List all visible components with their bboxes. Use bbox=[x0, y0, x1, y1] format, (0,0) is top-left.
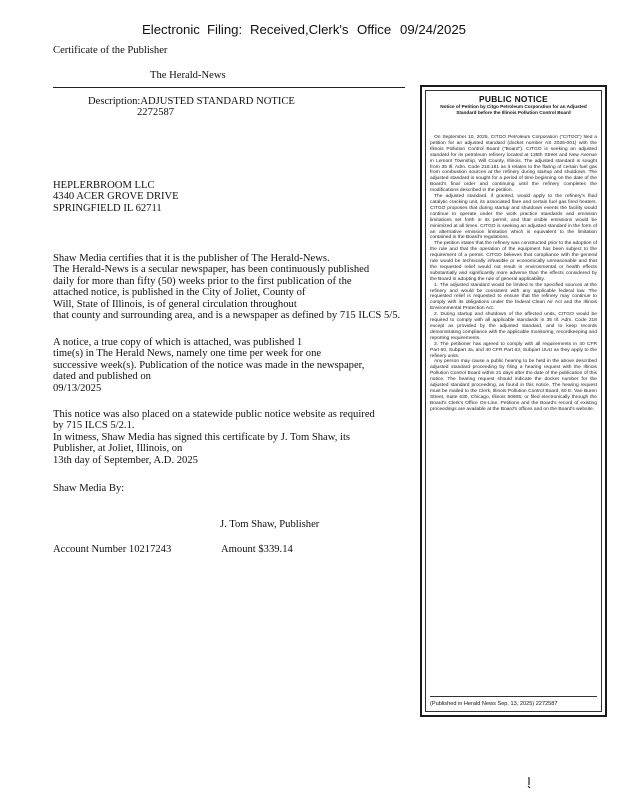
stamp-filing: Filing: bbox=[207, 22, 243, 37]
para3-line: Publisher, at Joliet, Illinois, on bbox=[53, 443, 183, 455]
description-value: ADJUSTED STANDARD NOTICE bbox=[140, 96, 295, 107]
para2-line: dated and published on bbox=[53, 371, 151, 383]
stamp-office: Office bbox=[357, 22, 392, 37]
account-number: Account Number 10217243 bbox=[53, 544, 172, 555]
publication-paragraph bbox=[53, 337, 364, 394]
notice-subtitle: Notice of Petition by Citgo Petroleum Corporation for an Adjusted Standard before the Illinois Pollution Control Board bbox=[440, 104, 587, 115]
notice-inner-border bbox=[425, 90, 602, 712]
scan-artifact bbox=[527, 777, 531, 789]
para2-line: time(s) in The Herald News, namely one time per week for one bbox=[53, 348, 322, 360]
certificate-heading: Certificate of the Publisher bbox=[53, 45, 168, 56]
notice-footer: (Published in Herald News Sep. 13, 2025) 2272587 bbox=[430, 701, 558, 707]
signed-by: Shaw Media By: bbox=[53, 483, 125, 494]
para1-line: Will, State of Illinois, is of general circulation throughout bbox=[53, 298, 297, 310]
para1-line: Shaw Media certifies that it is the publisher of The Herald-News. bbox=[53, 253, 330, 264]
para3-line: by 715 ILCS 5/2.1. bbox=[53, 420, 135, 432]
notice-paragraph: 2. During startup and shutdown of the affected units, CITGO would be required to comply with all applicable standards in 35 Ill. Adm. Code 218 except as provided by the adjusted standard, and to keep records demonstrating compliance with the applicable monitoring, recordkeeping and reporting requirements. bbox=[430, 312, 597, 341]
address-block bbox=[53, 180, 179, 214]
para3-line: This notice was also placed on a statewide public notice website as required bbox=[53, 409, 375, 420]
stamp-received: Received,Clerk's bbox=[250, 22, 349, 37]
para3-line: 13th day of September, A.D. 2025 bbox=[53, 454, 198, 466]
para3-line: In witness, Shaw Media has signed this certificate by J. Tom Shaw, its bbox=[53, 431, 351, 443]
signature-line: J. Tom Shaw, Publisher bbox=[220, 519, 320, 530]
stamp-electronic: Electronic bbox=[142, 22, 200, 37]
description-line bbox=[88, 96, 295, 107]
notice-paragraph: On September 10, 2025, CITGO Petroleum Corporation ("CITGO") filed a petition for an adjusted standard (docket number AS 2026-001) with the Illinois Pollution Control Board ("Board"). CITGO is seeking an adjusted standard for its petroleum refinery located at 135th Street and New Avenue in Lemont Township, Will County, Illinois. The adjusted standard is sought from 35 Ill. Adm. Code 218.181 as it relates to the flaring of certain fuel gas from combustion sources at the refinery during startup and shutdown. The adjusted standard is sought for a period of time beginning on the date of the Board's final order and continuing until the refinery completes the modifications described in the petition. bbox=[430, 135, 597, 194]
notice-paragraph: Any person may cause a public hearing to be held in the above described adjusted standard proceeding by filing a hearing request with the Illinois Pollution Control Board within 21 days after the date of the publication of this notice. The hearing request should indicate the docket number for the adjusted standard proceeding, as found in this notice. The hearing request must be mailed to the Clerk, Illinois Pollution Control Board, 60 E. Van Buren Street, Suite 630, Chicago, Illinois 60605, or filed electronically through the Board's Clerk's Office On-Line. Petitions and the Board's record of existing proceedings are available at the Board's offices and on the Board's website. bbox=[430, 359, 597, 412]
amount: Amount $339.14 bbox=[221, 544, 293, 555]
notice-title: PUBLIC NOTICE bbox=[478, 94, 549, 104]
para1-line: The Herald-News is a secular newspaper, has been continuously published bbox=[53, 264, 370, 276]
para1-line: that county and surrounding area, and is a newspaper as defined by 715 ILCS 5/5. bbox=[53, 310, 401, 322]
certification-paragraph bbox=[53, 253, 400, 321]
publication-date: 09/13/2025 bbox=[53, 382, 102, 394]
para1-line: daily for more than fifty (50) weeks prior to the first publication of the bbox=[53, 275, 352, 287]
stamp-date: 09/24/2025 bbox=[400, 22, 467, 37]
para1-line: attached notice, is published in the City of Joliet, County of bbox=[53, 287, 306, 299]
description-label: Description: bbox=[88, 96, 141, 107]
notice-body bbox=[430, 135, 597, 699]
notice-paragraph: 3. The petitioner has agreed to comply with all requirements in 40 CFR Part 60, Subpart Ja, and 40 CFR Part 63, Subpart UUU as they apply to the refinery units. bbox=[430, 341, 597, 359]
para2-line: A notice, a true copy of which is attached, was published 1 bbox=[53, 337, 303, 348]
notice-paragraph: The petition states that the refinery was constructed prior to the adoption of the rule and that the operation of the equipment has been subject to the requirement of a permit. CITGO believes that compliance with the general rule would be technically infeasible or economically unreasonable and that the requested relief would not result in environmental or health effects substantially and significantly more adverse than the effects considered by the Board in adopting the rule of general applicability. bbox=[430, 241, 597, 282]
header-divider bbox=[53, 87, 405, 88]
notice-footer-divider bbox=[430, 696, 597, 697]
para2-line: successive week(s). Publication of the notice was made in the newspaper, bbox=[53, 359, 365, 371]
address-line-1: HEPLERBROOM LLC bbox=[53, 180, 155, 191]
witness-paragraph bbox=[53, 409, 375, 466]
notice-paragraph: 1. The adjusted standard would be limited to the specified sources at the refinery and would be consistent with any applicable federal law. The requested relief is requested to ensure that the refinery may continue to comply with its obligations under the federal Clean Air Act and the Illinois Environmental Protection Act. bbox=[430, 282, 597, 312]
address-line-3: SPRINGFIELD IL 62711 bbox=[53, 202, 162, 214]
notice-id: 2272587 bbox=[137, 107, 175, 118]
address-line-2: 4340 ACER GROVE DRIVE bbox=[53, 191, 179, 203]
notice-paragraph: The adjusted standard, if granted, would apply to the refinery's fluid catalytic cracking unit, its associated flare and certain fuel gas fired heaters. CITGO proposes that during startup and shutdown events the facility would continue to operate under the work practice standards and emission limitations set forth in its permit, and that visible emissions would be minimized at all times. CITGO is seeking an adjusted standard in the form of an alternative emission limitation which is equivalent to the limitation contained in the Board's regulations. bbox=[430, 194, 597, 241]
public-notice-clipping bbox=[420, 85, 607, 717]
publisher-name: The Herald-News bbox=[150, 70, 226, 81]
